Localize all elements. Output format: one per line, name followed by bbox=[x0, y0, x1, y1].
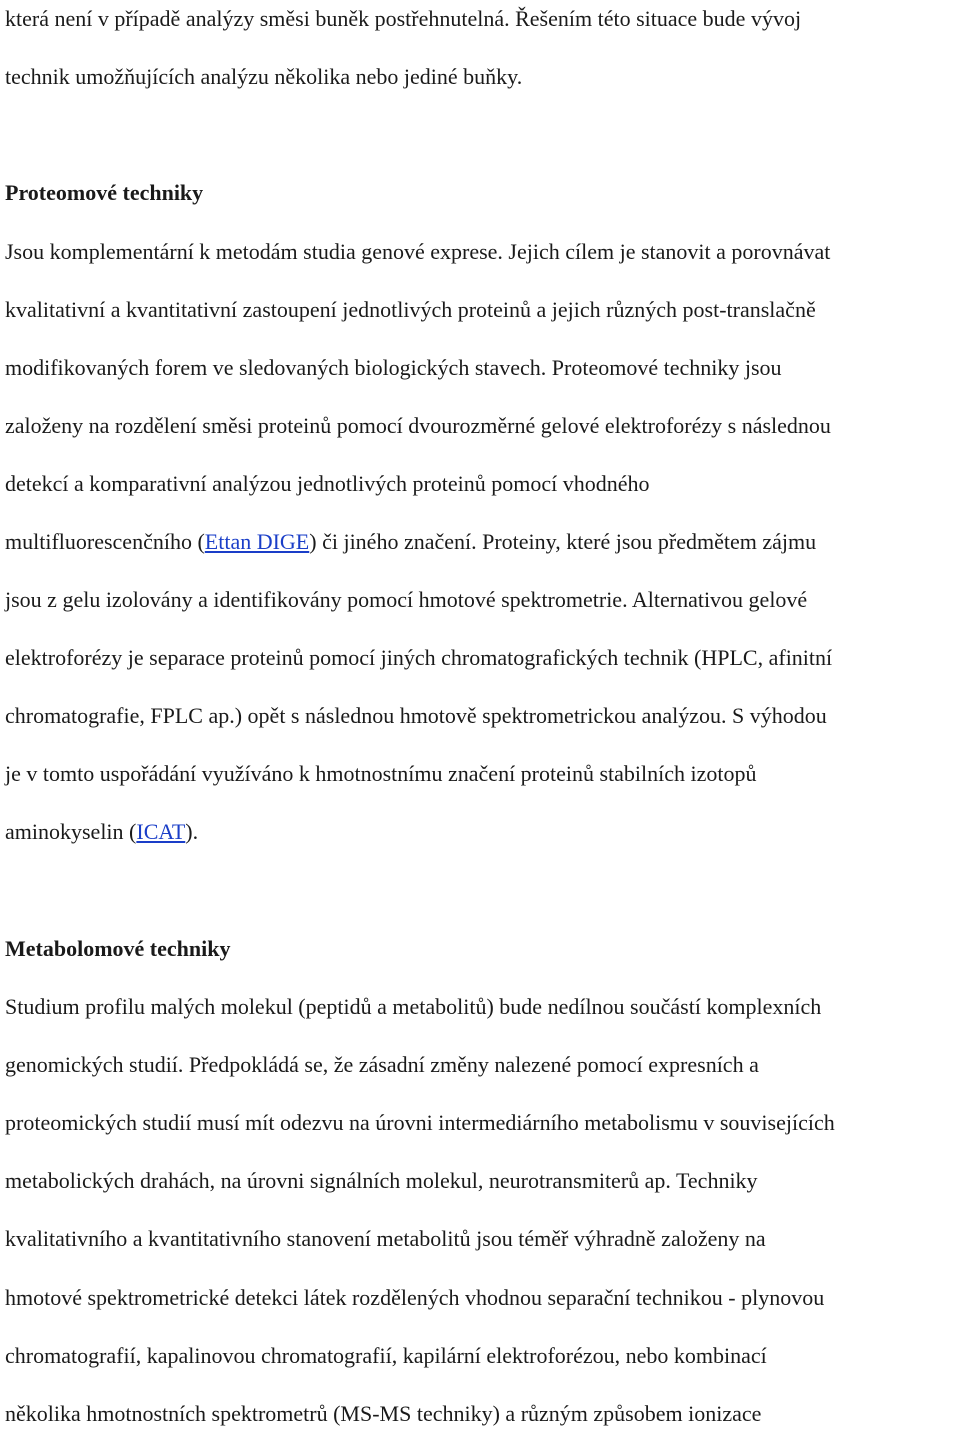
proteomics-heading: Proteomové techniky bbox=[5, 180, 204, 205]
paragraph-line: proteomických studií musí mít odezvu na úrovni intermediárního metabolismu v souvisejících bbox=[5, 1110, 835, 1135]
paragraph-line bbox=[5, 817, 198, 847]
paragraph-line: jsou z gelu izolovány a identifikovány pomocí hmotové spektrometrie. Alternativou gelové bbox=[5, 587, 808, 612]
paragraph-line: hmotové spektrometrické detekci látek rozdělených vhodnou separační technikou - plynovou bbox=[5, 1285, 825, 1310]
paragraph-line bbox=[5, 527, 816, 557]
icat-link[interactable]: ICAT bbox=[136, 819, 186, 844]
paragraph-line: metabolických drahách, na úrovni signálních molekul, neurotransmiterů ap. Techniky bbox=[5, 1168, 758, 1193]
text-segment: multifluorescenčního ( bbox=[5, 529, 205, 554]
paragraph-line: Studium profilu malých molekul (peptidů a metabolitů) bude nedílnou součástí komplexních bbox=[5, 994, 822, 1019]
text-segment: ). bbox=[185, 819, 199, 844]
intro-line: technik umožňujících analýzu několika nebo jediné buňky. bbox=[5, 64, 523, 89]
paragraph-line: detekcí a komparativní analýzou jednotlivých proteinů pomocí vhodného bbox=[5, 471, 650, 496]
paragraph-line: je v tomto uspořádání využíváno k hmotnostnímu značení proteinů stabilních izotopů bbox=[5, 761, 757, 786]
metabolomics-heading: Metabolomové techniky bbox=[5, 936, 231, 961]
paragraph-line: chromatografií, kapalinovou chromatografií, kapilární elektroforézou, nebo kombinací bbox=[5, 1343, 767, 1368]
paragraph-line: chromatografie, FPLC ap.) opět s následnou hmotově spektrometrickou analýzou. S výhodou bbox=[5, 703, 827, 728]
paragraph-line: modifikovaných forem ve sledovaných biologických stavech. Proteomové techniky jsou bbox=[5, 355, 782, 380]
paragraph-line: kvalitativní a kvantitativní zastoupení jednotlivých proteinů a jejich různých post-translačně bbox=[5, 297, 816, 322]
paragraph-line: elektroforézy je separace proteinů pomocí jiných chromatografických technik (HPLC, afinitní bbox=[5, 645, 833, 670]
text-segment: ) či jiného značení. Proteiny, které jsou předmětem zájmu bbox=[309, 529, 817, 554]
paragraph-line: založeny na rozdělení směsi proteinů pomocí dvourozměrné gelové elektroforézy s následnou bbox=[5, 413, 831, 438]
paragraph-line: Jsou komplementární k metodám studia genové exprese. Jejich cílem je stanovit a porovnávat bbox=[5, 239, 831, 264]
intro-line: která není v případě analýzy směsi buněk postřehnutelná. Řešením této situace bude vývoj bbox=[5, 6, 802, 31]
paragraph-line: kvalitativního a kvantitativního stanovení metabolitů jsou téměř výhradně založeny na bbox=[5, 1226, 766, 1251]
paragraph-line: genomických studií. Předpokládá se, že zásadní změny nalezené pomocí expresních a bbox=[5, 1052, 759, 1077]
ettan-dige-link[interactable]: Ettan DIGE bbox=[204, 529, 310, 554]
text-segment: aminokyselin ( bbox=[5, 819, 137, 844]
paragraph-line: několika hmotnostních spektrometrů (MS-MS techniky) a různým způsobem ionizace bbox=[5, 1401, 762, 1426]
